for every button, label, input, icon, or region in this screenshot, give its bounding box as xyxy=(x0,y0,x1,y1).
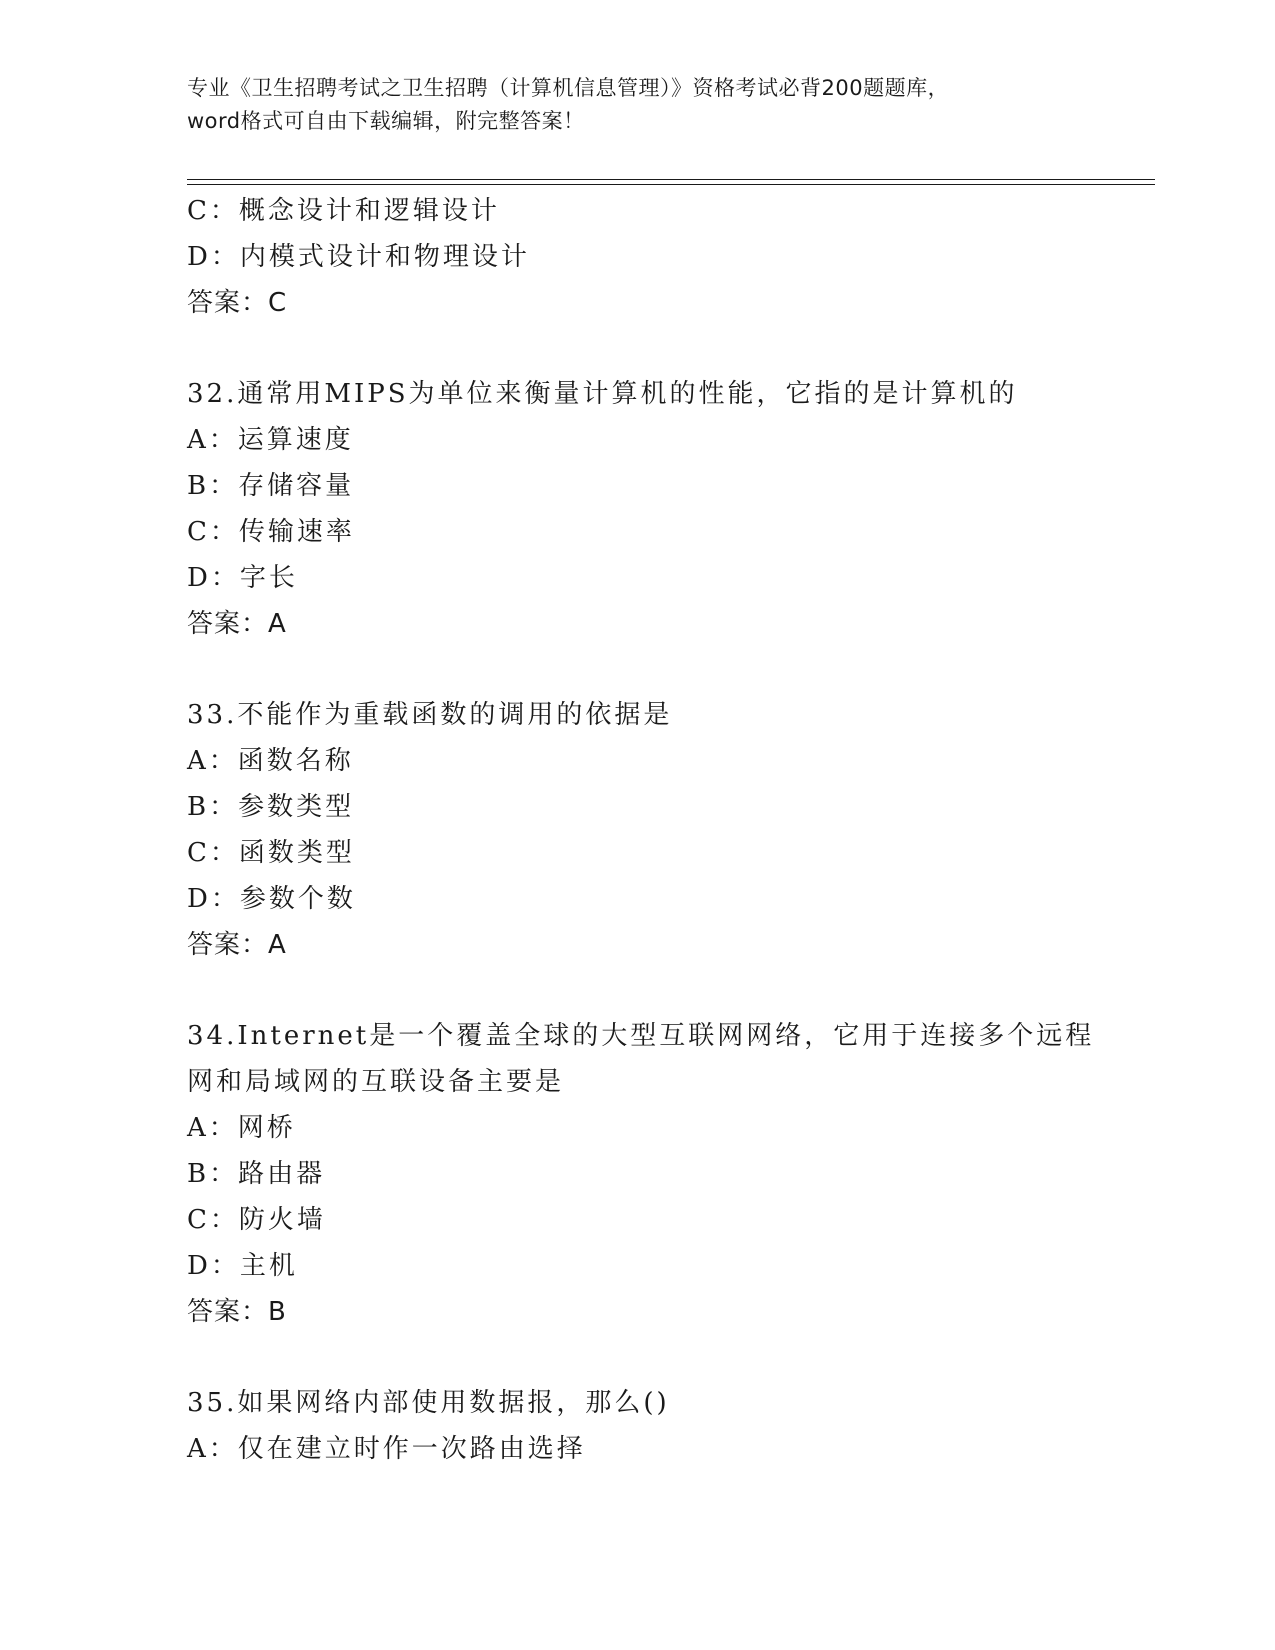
answer-line: 答案：B xyxy=(187,1297,287,1327)
question-32 xyxy=(187,371,1127,647)
option-a: A：运算速度 xyxy=(187,425,354,455)
option-a: A：网桥 xyxy=(187,1113,296,1143)
spacer xyxy=(187,968,1127,1013)
answer-line: 答案：C xyxy=(187,288,288,318)
option-c: C：概念设计和逻辑设计 xyxy=(187,196,500,226)
option-d: D：内模式设计和物理设计 xyxy=(187,242,530,272)
answer-line: 答案：A xyxy=(187,609,287,639)
answer-line: 答案：A xyxy=(187,930,287,960)
header-title-line-2: word格式可自由下载编辑，附完整答案！ xyxy=(187,109,585,133)
option-b: B：路由器 xyxy=(187,1159,326,1189)
question-stem: 32.通常用MIPS为单位来衡量计算机的性能，它指的是计算机的 xyxy=(187,379,1018,409)
option-d: D：字长 xyxy=(187,563,298,593)
question-stem-line-1: 34.Internet是一个覆盖全球的大型互联网网络，它用于连接多个远程 xyxy=(187,1021,1095,1051)
option-d: D：主机 xyxy=(187,1251,298,1281)
option-c: C：防火墙 xyxy=(187,1205,326,1235)
option-b: B：参数类型 xyxy=(187,792,355,822)
header-divider-bottom xyxy=(187,184,1155,185)
question-33 xyxy=(187,692,1127,968)
option-a: A：仅在建立时作一次路由选择 xyxy=(187,1434,586,1464)
spacer xyxy=(187,1335,1127,1380)
question-stem: 35.如果网络内部使用数据报，那么() xyxy=(187,1388,670,1418)
page-header xyxy=(187,72,1087,138)
question-list xyxy=(187,188,1127,1472)
spacer xyxy=(187,326,1127,371)
question-fragment xyxy=(187,188,1127,326)
question-35 xyxy=(187,1380,1127,1472)
header-divider-top xyxy=(187,179,1155,180)
spacer xyxy=(187,647,1127,692)
option-b: B：存储容量 xyxy=(187,471,355,501)
option-a: A：函数名称 xyxy=(187,746,354,776)
question-34 xyxy=(187,1013,1127,1335)
question-stem: 33.不能作为重载函数的调用的依据是 xyxy=(187,700,673,730)
option-c: C：传输速率 xyxy=(187,517,355,547)
question-stem-line-2: 网和局域网的互联设备主要是 xyxy=(187,1067,565,1097)
option-c: C：函数类型 xyxy=(187,838,355,868)
header-title-line-1: 专业《卫生招聘考试之卫生招聘（计算机信息管理）》资格考试必背200题题库， xyxy=(187,76,950,100)
option-d: D：参数个数 xyxy=(187,884,356,914)
